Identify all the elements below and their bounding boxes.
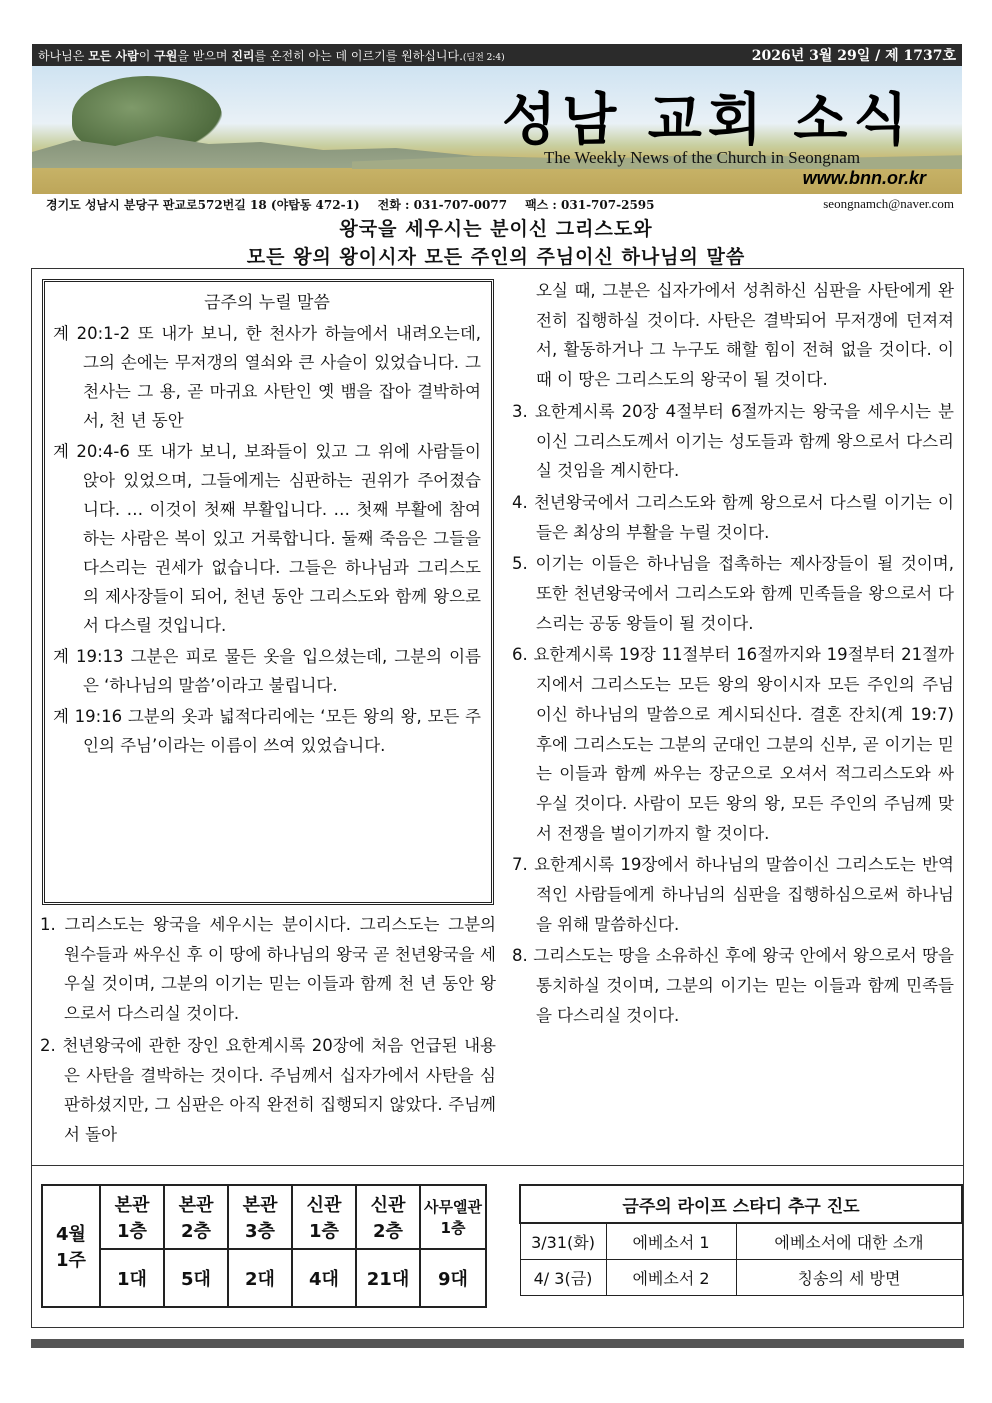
verse-item: 계 19:16 그분의 옷과 넓적다리에는 ‘모든 왕의 왕, 모든 주인의 주님’이라는 이름이 쓰여 있었습니다. <box>53 707 481 755</box>
week-cell: 4월 1주 <box>42 1185 100 1307</box>
room-header: 신관 2층 <box>356 1185 420 1249</box>
website-link[interactable]: www.bnn.or.kr <box>802 168 926 188</box>
room-header: 사무엘관 1층 <box>420 1185 486 1249</box>
email[interactable]: seongnamch@naver.com <box>823 196 954 211</box>
verse-item: 계 20:1-2 또 내가 보니, 한 천사가 하늘에서 내려오는데, 그의 손에는 무저갱의 열쇠와 큰 사슬이 있었습니다. 그 천사는 그 용, 곧 마귀요 사탄인 옛 뱀을 잡아 결박하여서, 천 년 동안 <box>53 324 481 430</box>
point-7: 7. 요한계시록 19장에서 하나님의 말씀이신 그리스도는 반역적인 사람들에게 하나님의 심판을 집행하심으로써 하나님을 위해 말씀하신다. <box>512 855 954 934</box>
address: 경기도 성남시 분당구 판교로572번길 18 (야탑동 472-1) <box>46 198 360 212</box>
room-value: 5대 <box>164 1249 228 1307</box>
room-header: 본관 2층 <box>164 1185 228 1249</box>
study-date: 4/ 3(금) <box>520 1259 606 1295</box>
study-topic: 칭송의 세 방면 <box>736 1259 962 1295</box>
room-value: 1대 <box>100 1249 164 1307</box>
study-date: 3/31(화) <box>520 1223 606 1259</box>
room-value: 9대 <box>420 1249 486 1307</box>
verse-item: 계 20:4-6 또 내가 보니, 보좌들이 있고 그 위에 사람들이 앉아 있었으며, 그들에게는 심판하는 권위가 주어졌습니다. … 이것이 첫째 부활입니다. … 첫째 부활에 참여하는 사람은 복이 있고 거룩합니다. 둘째 죽음은 그들을 다스리는 권세가 없습니다. 그들은 하나님과 그리스도의 제사장들이 되어, 천년 동안 그리스도와 함께 왕으로서 다스릴 것입니다. <box>53 442 481 635</box>
top-bar <box>32 44 962 66</box>
study-topic: 에베소서에 대한 소개 <box>736 1223 962 1259</box>
newsletter-subtitle: The Weekly News of the Church in Seongnam <box>544 148 861 167</box>
right-column <box>512 276 954 1033</box>
room-header: 본관 3층 <box>228 1185 292 1249</box>
point-2: 2. 천년왕국에 관한 장인 요한계시록 20장에 처음 언급된 내용은 사탄을 결박하는 것이다. 주님께서 십자가에서 사탄을 심판하셨지만, 그 심판은 아직 완전히 집행되지 않았다. 주님께서 돌아 <box>40 1035 496 1144</box>
study-book: 에베소서 2 <box>606 1259 736 1295</box>
motto: 하나님은 모든 사람이 구원을 받으며 진리를 온전히 아는 데 이르기를 원하십니다.(딤전 2:4) <box>38 48 505 63</box>
point-4: 4. 천년왕국에서 그리스도와 함께 왕으로서 다스릴 이기는 이들은 최상의 부활을 누릴 것이다. <box>512 492 954 542</box>
point-8: 8. 그리스도는 땅을 소유하신 후에 왕국 안에서 왕으로서 땅을 통치하실 것이며, 그분의 이기는 믿는 이들과 함께 민족들을 다스리실 것이다. <box>512 946 954 1025</box>
room-value: 21대 <box>356 1249 420 1307</box>
point-1: 1. 그리스도는 왕국을 세우시는 분이시다. 그리스도는 그분의 원수들과 싸우신 후 이 땅에 하나님의 왕국 곧 천년왕국을 세우실 것이며, 그분의 이기는 믿는 이들과 함께 천 년 동안 왕으로서 다스리실 것이다. <box>40 915 496 1024</box>
study-book: 에베소서 1 <box>606 1223 736 1259</box>
point-3: 3. 요한계시록 20장 4절부터 6절까지는 왕국을 세우시는 분이신 그리스도께서 이기는 성도들과 함께 왕으로서 다스리실 것임을 계시한다. <box>512 401 954 481</box>
room-value: 4대 <box>292 1249 356 1307</box>
room-assignment-table <box>41 1184 487 1308</box>
life-study-table <box>519 1184 963 1296</box>
contact-line <box>32 196 962 214</box>
issue-date: 2026년 3월 29일 / 제 1737호 <box>751 48 956 64</box>
point-5: 5. 이기는 이들은 하나님을 접촉하는 제사장들이 될 것이며, 또한 천년왕국에서 그리스도와 함께 민족들을 왕으로서 다스리는 공동 왕들이 될 것이다. <box>512 554 954 633</box>
headline-line1: 왕국을 세우시는 분이신 그리스도와 <box>339 218 653 240</box>
masthead-banner <box>32 66 962 194</box>
room-header: 본관 1층 <box>100 1185 164 1249</box>
footer-rule <box>31 1339 964 1348</box>
verse-item: 계 19:13 그분은 피로 물든 옷을 입으셨는데, 그분의 이름은 ‘하나님의 말씀’이라고 불립니다. <box>53 647 481 695</box>
room-header: 신관 1층 <box>292 1185 356 1249</box>
verses-title: 금주의 누릴 말씀 <box>204 293 330 313</box>
point-6: 6. 요한계시록 19장 11절부터 16절까지와 19절부터 21절까지에서 그리스도는 모든 왕의 왕이시자 모든 주인의 주님이신 하나님의 말씀으로 계시되신다. 결혼 잔치(계 19:7) 후에 그리스도는 그분의 군대인 그분의 신부, 곧 이기는 믿는 이들과 함께 싸우는 장군으로 오셔서 적그리스도와 싸우실 것이다. 사람이 모든 왕의 왕, 모든 주인의 주님께 맞서 전쟁을 벌이기까지 할 것이다. <box>512 645 954 843</box>
room-value: 2대 <box>228 1249 292 1307</box>
phone: 전화 : 031-707-0077 <box>377 198 508 212</box>
headline-line2: 모든 왕의 왕이시자 모든 주인의 주님이신 하나님의 말씀 <box>246 246 746 268</box>
left-column <box>40 910 496 1152</box>
point-2-continued: 오실 때, 그분은 십자가에서 성취하신 심판을 사탄에게 완전히 집행하실 것이다. 사탄은 결박되어 무저갱에 던져져서, 활동하거나 그 누구도 해할 힘이 전혀 없을 것이다. 이때 이 땅은 그리스도의 왕국이 될 것이다. <box>536 281 954 390</box>
study-title: 금주의 라이프 스타디 추구 진도 <box>520 1185 962 1223</box>
newsletter-title: 성남 교회 소식 <box>502 87 914 153</box>
fax: 팩스 : 031-707-2595 <box>525 198 655 212</box>
weekly-verses-box <box>42 279 494 905</box>
